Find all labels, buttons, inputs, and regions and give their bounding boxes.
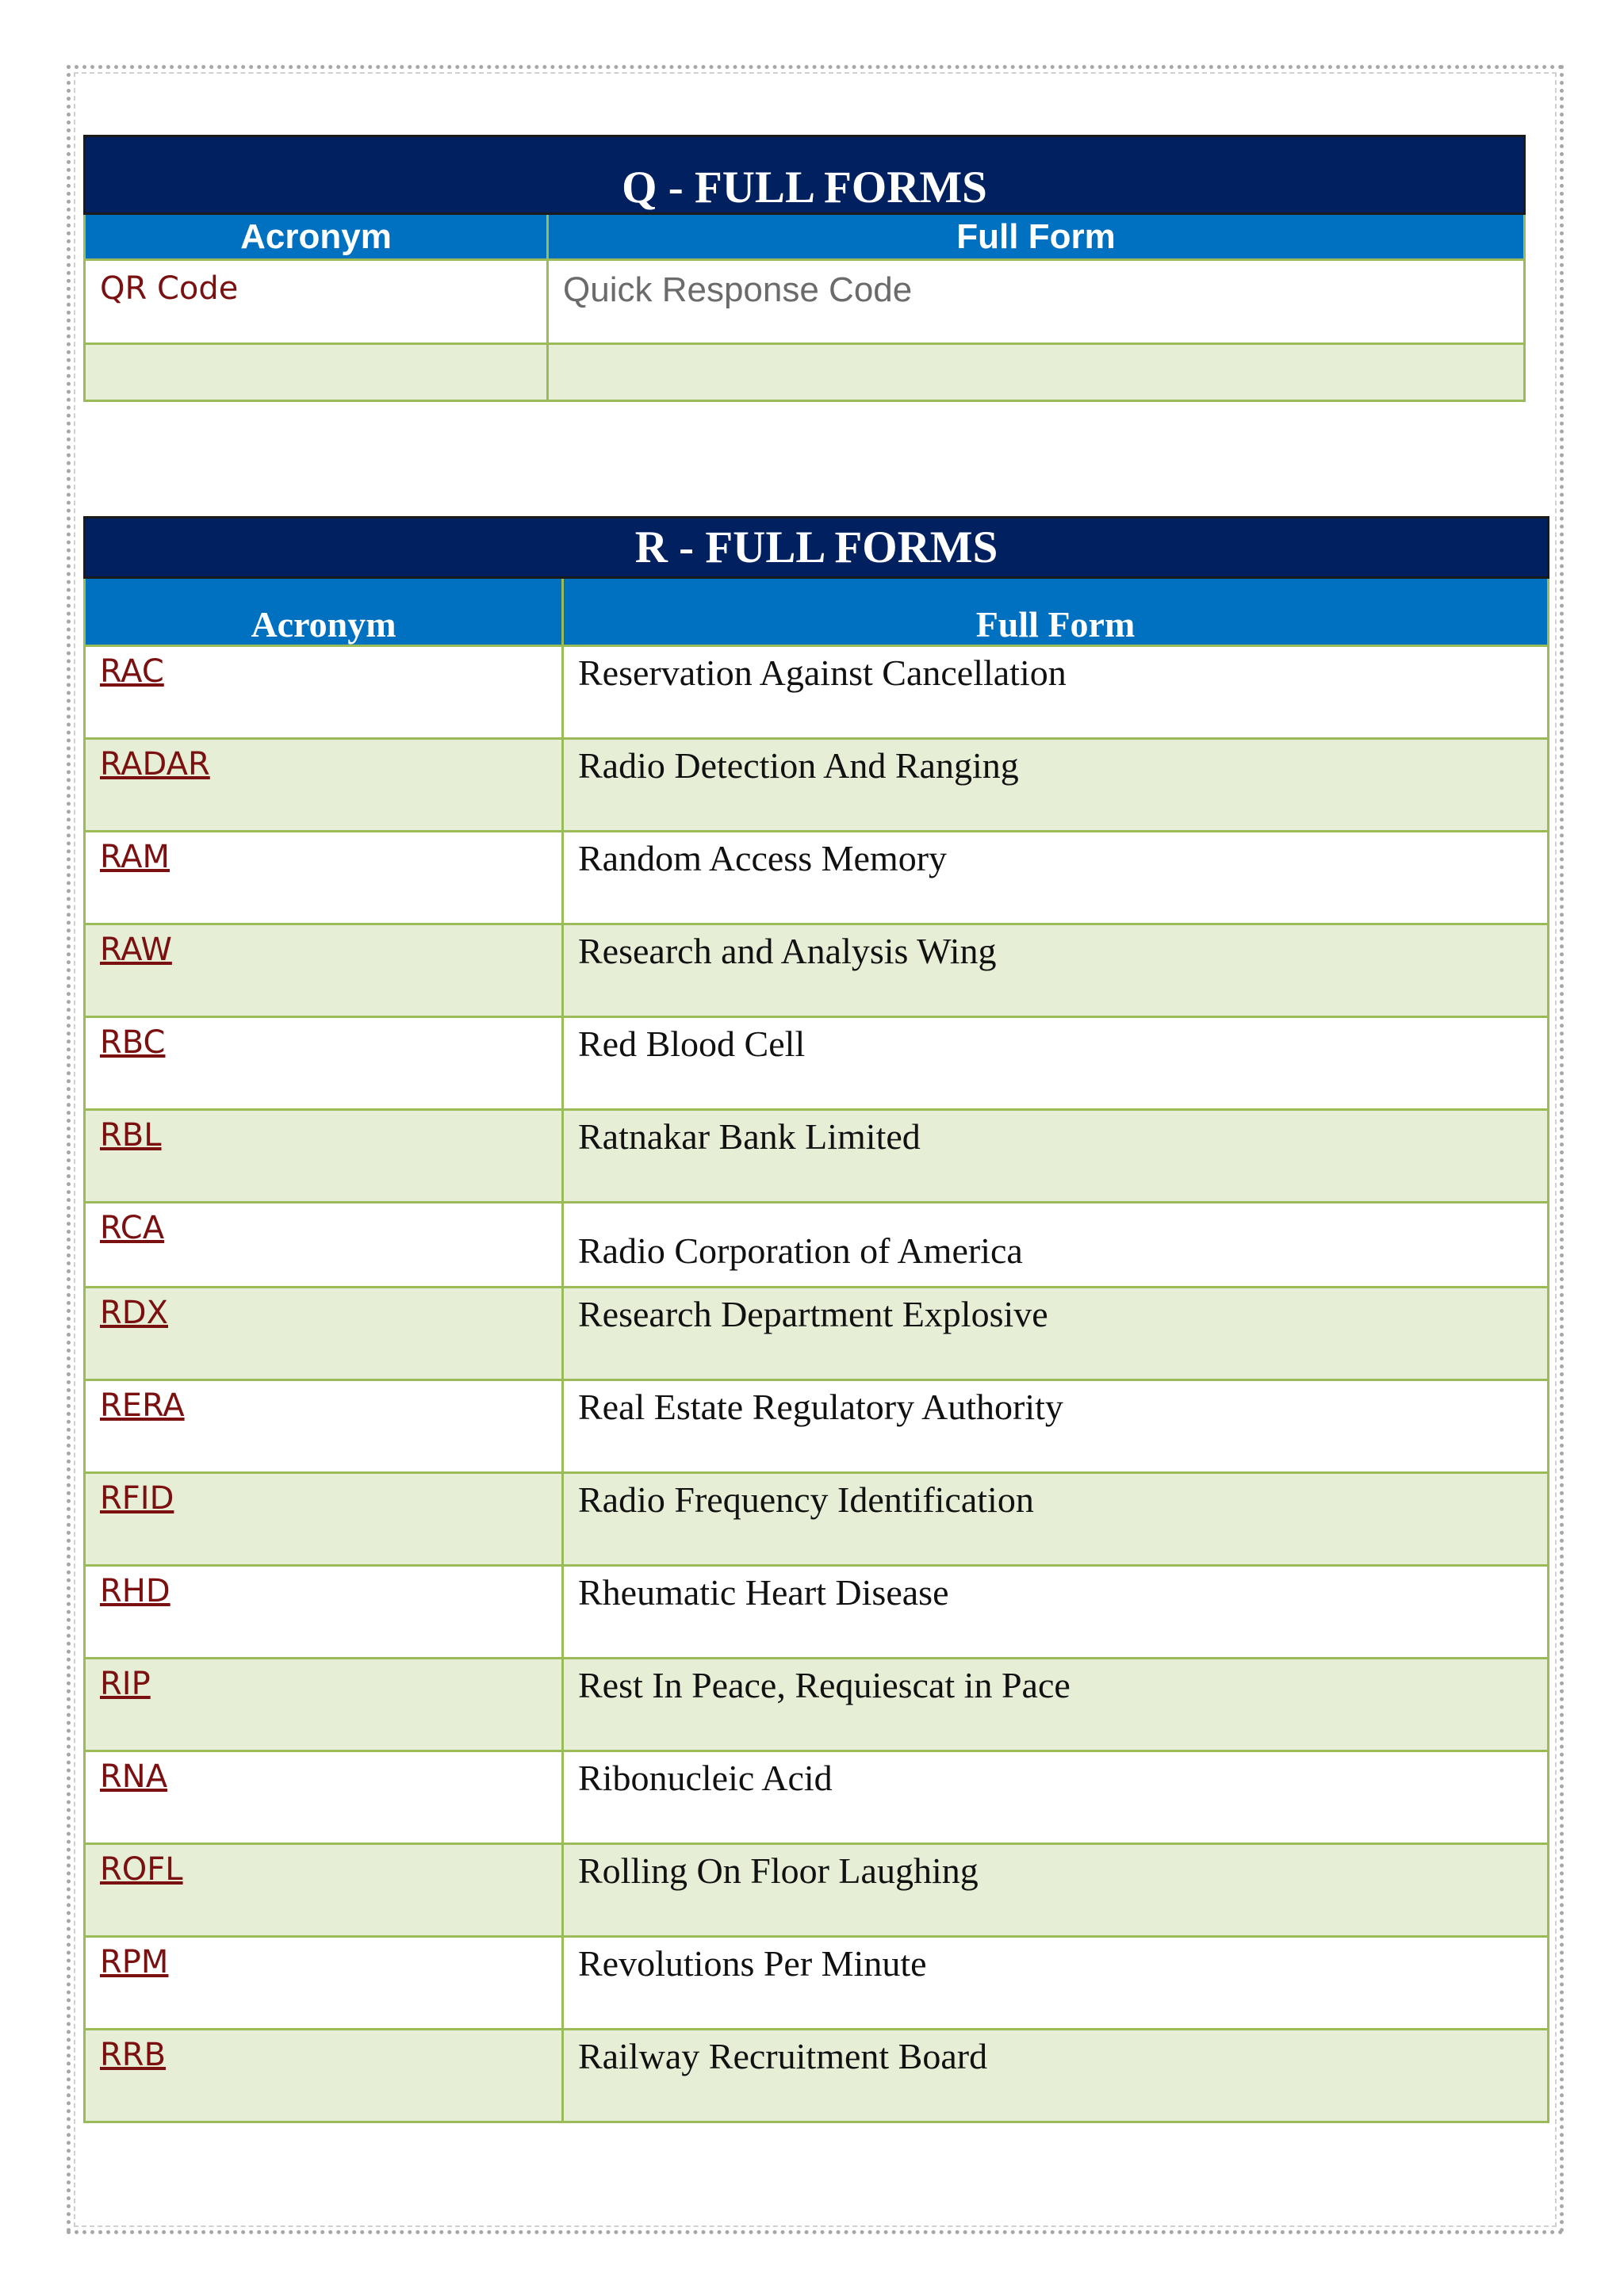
full-form-cell: Random Access Memory [563,832,1549,924]
acronym-cell [85,1110,563,1203]
table-row [85,1110,1549,1203]
q-full-forms-table [83,135,1526,402]
acronym-cell [85,832,563,924]
full-form-cell: Research and Analysis Wing [563,924,1549,1017]
full-form-cell: Radio Frequency Identification [563,1473,1549,1566]
table-row [85,924,1549,1017]
acronym-cell [85,1751,563,1844]
acronym-link[interactable]: RHD [100,1573,170,1609]
table-row [85,1751,1549,1844]
r-full-form-header: Full Form [563,578,1549,646]
acronym-link[interactable]: RADAR [100,746,210,783]
table-row [85,1203,1549,1288]
full-form-cell: Ribonucleic Acid [563,1751,1549,1844]
acronym-cell [85,1844,563,1937]
acronym-link[interactable]: RAC [100,653,164,690]
q-full-form-header: Full Form [548,214,1525,260]
acronym-link[interactable]: RFID [100,1480,174,1517]
full-form-cell: Radio Corporation of America [563,1203,1549,1288]
table-row [85,1380,1549,1473]
acronym-link[interactable]: RBC [100,1024,166,1061]
table-row [85,2030,1549,2122]
acronym-link[interactable]: RRB [100,2037,167,2073]
r-full-forms-table [83,516,1549,2123]
q-acronym-header: Acronym [85,214,548,260]
full-form-cell: Research Department Explosive [563,1288,1549,1380]
acronym-link[interactable]: RAW [100,932,172,968]
acronym-cell [85,1937,563,2030]
acronym-link[interactable]: RCA [100,1210,165,1246]
r-table-body [85,646,1549,2122]
acronym-link[interactable]: RIP [100,1666,151,1702]
acronym-cell [85,1203,563,1288]
table-row [85,1017,1549,1110]
full-form-cell: Real Estate Regulatory Authority [563,1380,1549,1473]
table-row [85,1844,1549,1937]
full-form-cell [548,344,1525,401]
table-row [85,260,1525,344]
acronym-link[interactable]: RAM [100,839,170,875]
full-form-cell: Revolutions Per Minute [563,1937,1549,2030]
acronym-cell [85,646,563,739]
acronym-cell [85,1017,563,1110]
table-row [85,1473,1549,1566]
full-form-cell: Rheumatic Heart Disease [563,1566,1549,1659]
acronym-link[interactable]: RPM [100,1944,169,1980]
acronym-cell [85,1659,563,1751]
r-acronym-header: Acronym [85,578,563,646]
r-table-title: R - FULL FORMS [85,518,1549,578]
acronym-cell [85,739,563,832]
full-form-cell: Red Blood Cell [563,1017,1549,1110]
table-row [85,1659,1549,1751]
full-form-cell: Ratnakar Bank Limited [563,1110,1549,1203]
full-form-cell: Rest In Peace, Requiescat in Pace [563,1659,1549,1751]
acronym-cell: QR Code [85,260,548,344]
acronym-link[interactable]: ROFL [100,1851,183,1888]
table-row [85,344,1525,401]
table-row [85,739,1549,832]
table-row [85,646,1549,739]
acronym-cell [85,344,548,401]
acronym-cell [85,1566,563,1659]
full-form-cell: Reservation Against Cancellation [563,646,1549,739]
table-row [85,832,1549,924]
acronym-cell [85,1288,563,1380]
full-form-cell: Quick Response Code [548,260,1525,344]
full-form-cell: Radio Detection And Ranging [563,739,1549,832]
full-form-cell: Railway Recruitment Board [563,2030,1549,2122]
acronym-cell [85,1380,563,1473]
acronym-cell [85,1473,563,1566]
table-row [85,1288,1549,1380]
acronym-cell [85,924,563,1017]
q-table-title: Q - FULL FORMS [85,136,1525,214]
acronym-link[interactable]: RDX [100,1295,168,1331]
acronym-cell [85,2030,563,2122]
table-row [85,1566,1549,1659]
acronym-link[interactable]: RERA [100,1387,185,1424]
acronym-link[interactable]: RBL [100,1117,162,1154]
full-form-cell: Rolling On Floor Laughing [563,1844,1549,1937]
table-row [85,1937,1549,2030]
acronym-link[interactable]: RNA [100,1758,168,1795]
